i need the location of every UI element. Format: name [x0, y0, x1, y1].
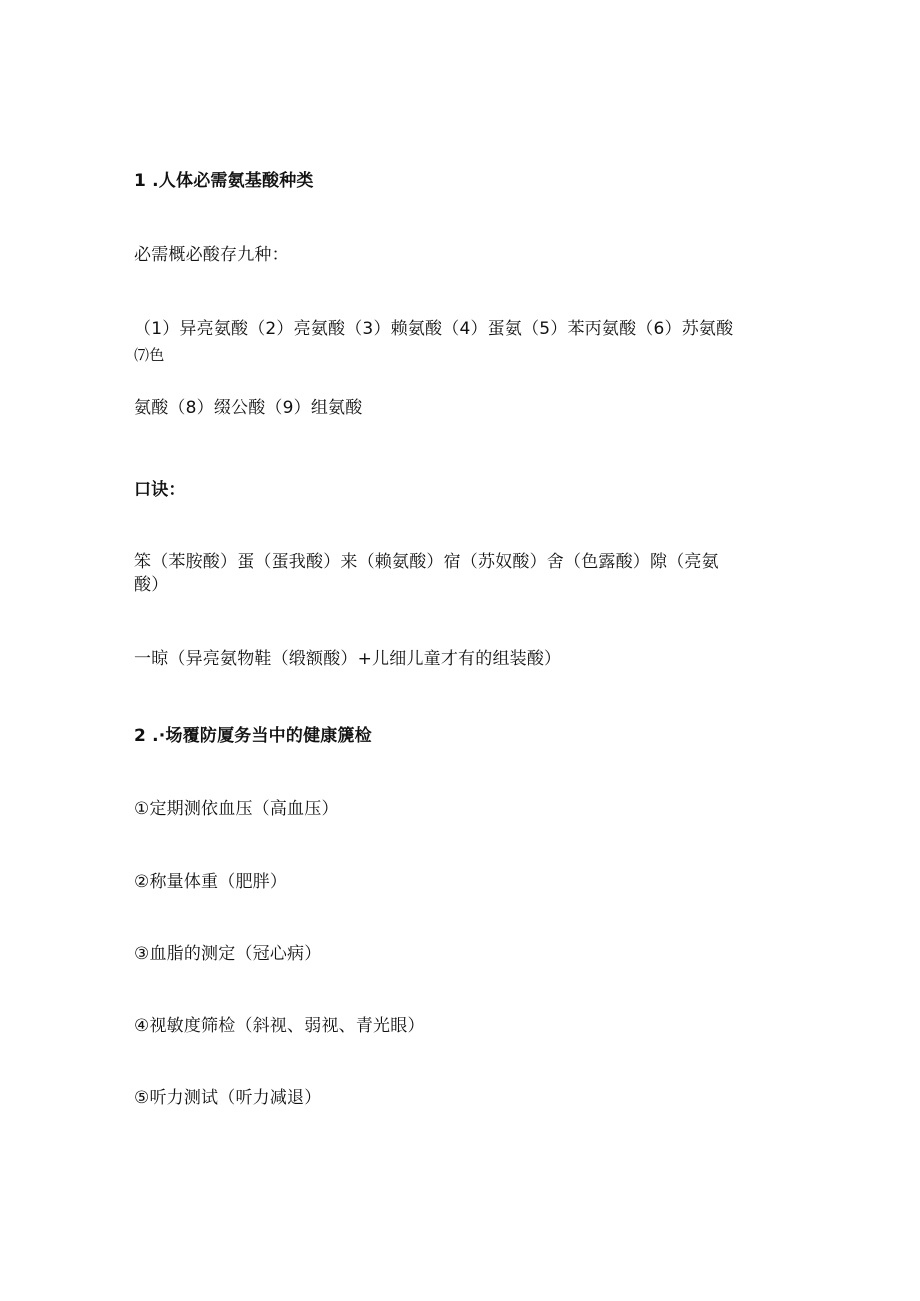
health-check-item: ④视敏度筛检（斜视、弱视、青光眼）	[134, 1016, 425, 1036]
section-1-intro: 必需概必酸存九种：	[134, 245, 289, 265]
health-check-item: ①定期测依血压（高血压）	[134, 799, 339, 819]
amino-acid-list-line-1: （1）异亮氨酸（2）亮氨酸（3）赖氨酸（4）蛋氨（5）苯丙氨酸（6）苏氨酸	[134, 319, 734, 339]
health-check-item: ②称量体重（肥胖）	[134, 872, 288, 892]
section-1-title: 1 .人体必需氨基酸种类	[134, 171, 314, 191]
mnemonic-line-1: 笨（苯胺酸）蛋（蛋我酸）来（赖氨酸）宿（苏奴酸）舍（色露酸）隙（亮氨	[134, 552, 719, 572]
health-check-item: ③血脂的测定（冠心病）	[134, 944, 322, 964]
amino-acid-list-line-1-tail: ⑺色	[134, 346, 165, 364]
mnemonic-label: 口诀：	[134, 480, 186, 500]
section-2-title: 2 .·场覆防厦务当中的健康篪检	[134, 726, 372, 746]
mnemonic-line-1-tail: 酸）	[134, 575, 169, 595]
health-check-item: ⑤听力测试（听力减退）	[134, 1088, 322, 1108]
amino-acid-list-line-2: 氨酸（8）缀公酸（9）组氨酸	[134, 398, 363, 418]
mnemonic-line-2: 一晾（异亮氨物鞋（缎额酸）+儿细儿童才有的组装酸）	[134, 649, 562, 669]
